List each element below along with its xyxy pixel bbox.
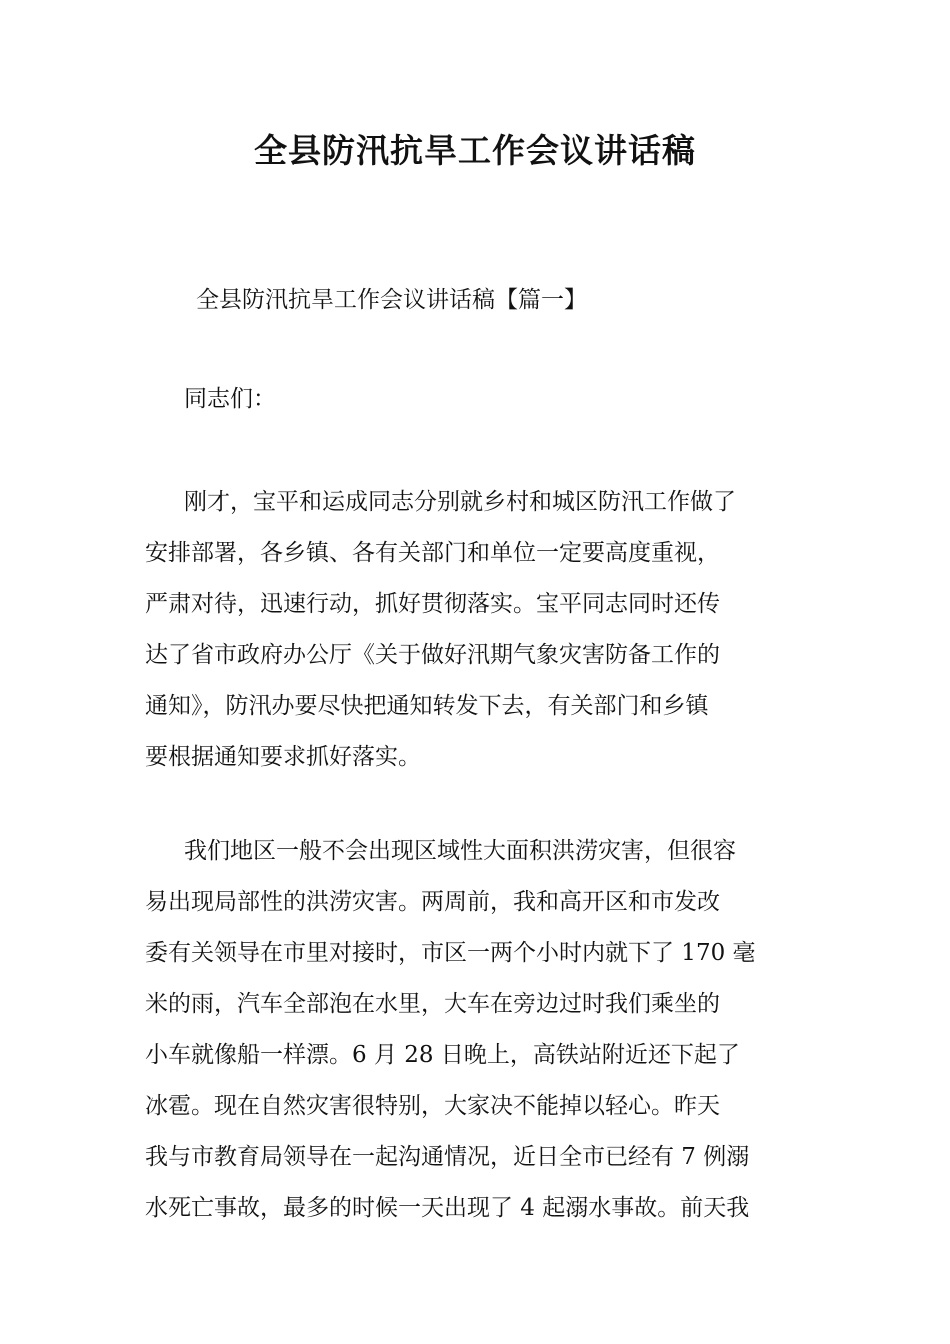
paragraph-line: 我与市教育局领导在一起沟通情况，近日全市已经有 7 例溺 [145, 1144, 750, 1170]
paragraph-line: 水死亡事故，最多的时候一天出现了 4 起溺水事故。前天我 [145, 1195, 750, 1221]
paragraph-line: 要根据通知要求抓好落实。 [145, 744, 421, 770]
paragraph-1 [145, 477, 810, 783]
paragraph-2 [145, 826, 810, 1234]
paragraph-line: 米的雨，汽车全部泡在水里，大车在旁边过时我们乘坐的 [145, 991, 720, 1017]
salutation: 同志们： [184, 386, 276, 412]
paragraph-line: 冰雹。现在自然灾害很特别，大家决不能掉以轻心。昨天 [145, 1093, 720, 1119]
paragraph-line: 通知》，防汛办要尽快把通知转发下去，有关部门和乡镇 [145, 693, 709, 719]
paragraph-line: 刚才，宝平和运成同志分别就乡村和城区防汛工作做了 [184, 489, 736, 515]
document-title: 全县防汛抗旱工作会议讲话稿 [254, 131, 696, 170]
section-heading: 全县防汛抗旱工作会议讲话稿【篇一】 [196, 287, 587, 313]
paragraph-line: 易出现局部性的洪涝灾害。两周前，我和高开区和市发改 [145, 889, 720, 915]
paragraph-line: 达了省市政府办公厅《关于做好汛期气象灾害防备工作的 [145, 642, 720, 668]
paragraph-line: 我们地区一般不会出现区域性大面积洪涝灾害，但很容 [184, 838, 736, 864]
paragraph-line: 委有关领导在市里对接时，市区一两个小时内就下了 170 毫 [145, 940, 756, 966]
paragraph-line: 安排部署，各乡镇、各有关部门和单位一定要高度重视， [145, 540, 720, 566]
paragraph-line: 小车就像船一样漂。6 月 28 日晚上，高铁站附近还下起了 [145, 1042, 740, 1068]
paragraph-line: 严肃对待，迅速行动，抓好贯彻落实。宝平同志同时还传 [145, 591, 720, 617]
